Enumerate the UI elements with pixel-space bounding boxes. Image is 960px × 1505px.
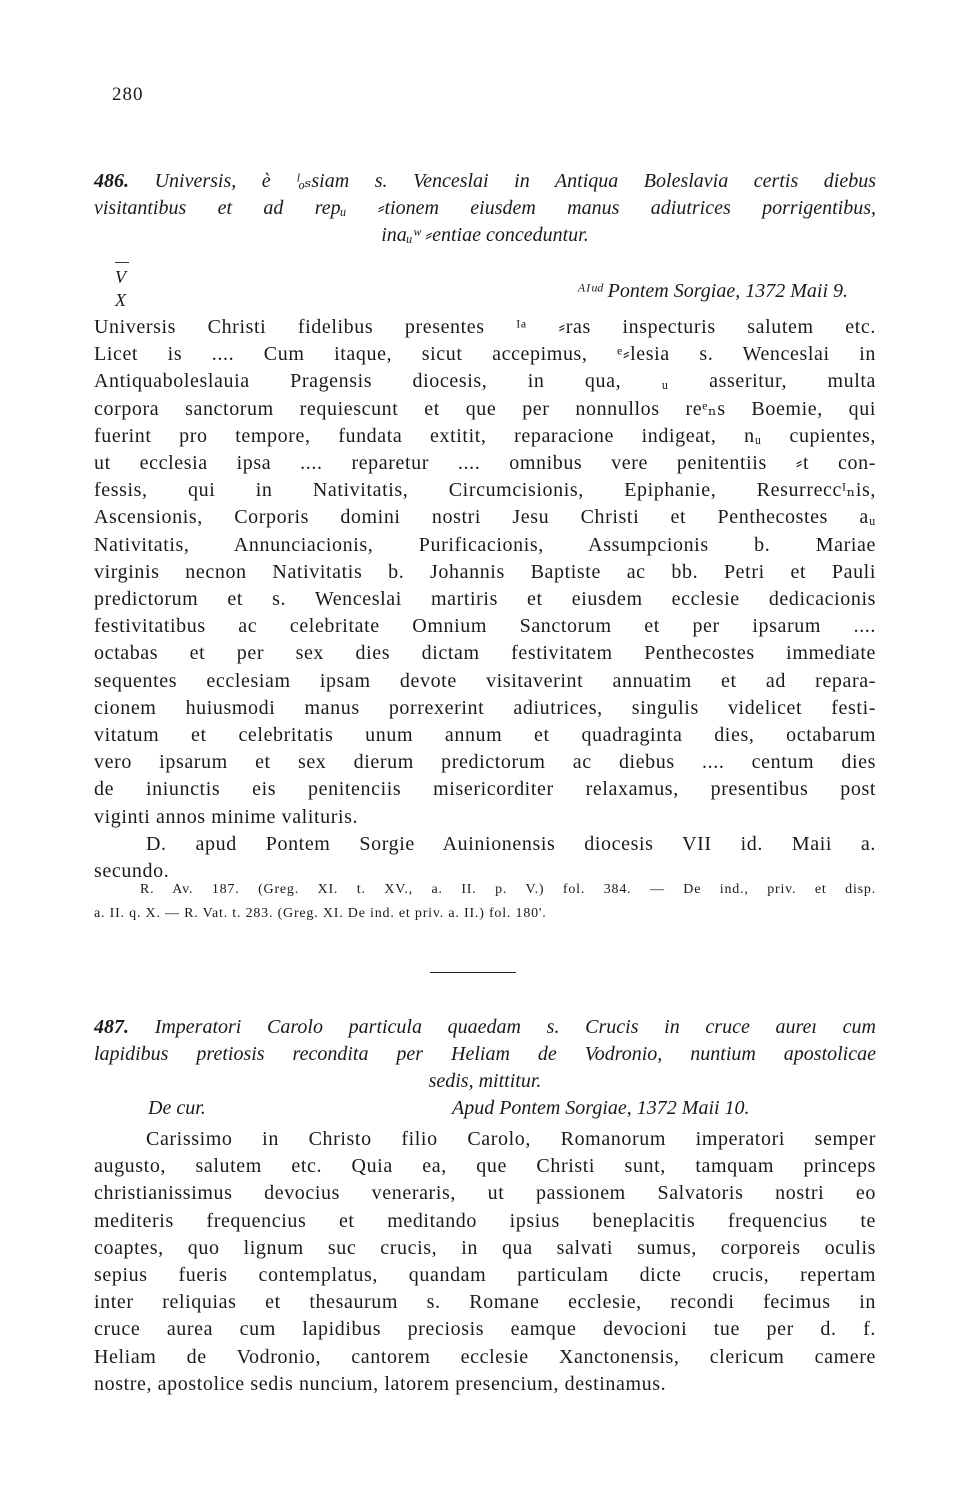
reference-line: R. Av. 187. (Greg. XI. t. XV., a. II. p. V.) fol. 384. — De ind., priv. et disp. — [140, 882, 876, 897]
body-line: Heliam de Vodronio, cantorem ecclesie Xanctonensis, clericum camere — [94, 1345, 876, 1368]
body-line: nostre, apostolice sedis nuncium, latorem presencium, destinamus. — [94, 1372, 667, 1395]
body-line: augusto, salutem etc. Quia ea, que Christi sunt, tamquam princeps — [94, 1155, 876, 1178]
body-line: inter reliquias et thesaurum s. Romane ecclesie, recondi fecimus in — [94, 1291, 876, 1314]
body-line: vero ipsarum et sex dierum predictorum ac diebus .... centum dies — [94, 751, 876, 774]
body-line: fessis, qui in Nativitatis, Circumcisionis, Epiphanie, Resurreccᴵₙis, — [94, 479, 876, 502]
doc487-heading-line-1: Imperatori Carolo particula quaedam s. Crucis in cruce aureı cum — [154, 1016, 876, 1038]
closing-line: D. apud Pontem Sorgie Auinionensis diocesis VII id. Maii a. — [146, 832, 876, 855]
body-line: viginti annos minime valituris. — [94, 805, 359, 828]
body-line: sepius fueris contemplatus, quandam particulam dicte crucis, repertam — [94, 1264, 876, 1287]
doc486-body — [94, 314, 876, 885]
body-line: Carissimo in Christo filio Carolo, Romanorum imperatori semper — [146, 1128, 876, 1150]
doc486-references — [94, 878, 876, 926]
doc487-dateline-left: De cur. — [148, 1097, 206, 1119]
margin-x: X — [115, 290, 126, 310]
body-line: Antiquaboleslauia Pragensis diocesis, in qua, ᵤ asseritur, multa — [94, 370, 876, 393]
doc487-heading-line-2: lapidibus pretiosis recondita per Heliam de Vodronio, nuntium apostolicae — [94, 1043, 876, 1065]
doc486-number: 486. — [94, 170, 129, 192]
body-line: virginis necnon Nativitatis b. Johannis Baptiste ac bb. Petri et Pauli — [94, 560, 876, 583]
doc487-heading-line — [94, 1014, 876, 1041]
section-divider — [430, 972, 516, 973]
body-line: Licet is .... Cum itaque, sicut accepimus, ᵉ⸗lesia s. Wenceslai in — [94, 343, 876, 366]
doc487-heading — [94, 1014, 876, 1095]
body-line: corpora sanctorum requiescunt et que per nonnullos reᵉₙs Boemie, qui — [94, 397, 876, 420]
doc487-dateline-right: Apud Pontem Sorgiae, 1372 Maii 10. — [452, 1097, 750, 1119]
doc486-heading — [94, 168, 876, 249]
body-line: Universis Christi fidelibus presentes ᴵᵃ ⸗ras inspecturis salutem etc. — [94, 316, 876, 338]
body-line: Ascensionis, Corporis domini nostri Jesu Christi et Penthecostes aᵤ — [94, 506, 876, 529]
body-line: Nativitatis, Annunciacionis, Purificacionis, Assumpcionis b. Mariae — [94, 533, 876, 556]
margin-rule — [115, 262, 129, 263]
doc487-body — [94, 1126, 876, 1398]
body-line: cruce aurea cum lapidibus preciosis eamque devocioni tue per d. f. — [94, 1318, 876, 1341]
body-line: mediteris frequencius et meditando ipsius beneplacitis frequencius te — [94, 1209, 876, 1232]
reference-line: a. II. q. X. — R. Vat. t. 283. (Greg. XI. De ind. et priv. a. II.) fol. 180'. — [94, 906, 547, 921]
body-line: ut ecclesia ipsa .... reparetur .... omnibus vere penitentiis ⸗t con- — [94, 452, 876, 475]
page-number: 280 — [112, 84, 144, 105]
doc486-heading-line-2: visitantibus et ad repᵤ ⸗tionem eiusdem manus adiutrices porrigentibus, — [94, 197, 876, 219]
margin-v: V — [115, 267, 126, 287]
doc487-heading-line-3: sedis, mittitur. — [428, 1070, 542, 1092]
body-line: coaptes, quo lignum suc crucis, in qua salvati sumus, corporeis oculis — [94, 1236, 876, 1259]
body-line: cionem huiusmodi manus porrexerint adiutrices, singulis videlicet festi- — [94, 696, 876, 719]
body-line: vitatum et celebritatis unum annum et quadraginta dies, octabarum — [94, 724, 876, 747]
doc486-heading-line — [94, 168, 876, 195]
closing-line: secundo. — [94, 860, 170, 883]
body-line: octabas et per sex dies dictam festivitatem Penthecostes immediate — [94, 642, 876, 665]
body-line: festivitatibus ac celebritate Omnium Sanctorum et per ipsarum .... — [94, 615, 876, 638]
doc486-heading-line-1: Universis, è ˡₒₛsiam s. Venceslai in Antiqua Boleslavia certis diebus — [154, 170, 877, 192]
doc487-number: 487. — [94, 1016, 129, 1038]
body-line: de iniunctis eis penitenciis misericorditer relaxamus, presentibus post — [94, 778, 876, 801]
doc486-dateline: ᴬᴵᵘᵈ Pontem Sorgiae, 1372 Maii 9. — [577, 280, 848, 302]
body-line: fuerint pro tempore, fundata extitit, reparacione indigeat, nᵤ cupientes, — [94, 424, 876, 447]
body-line: sequentes ecclesiam ipsam devote visitaverint annuatim et ad repara- — [94, 669, 876, 692]
body-line: predictorum et s. Wenceslai martiris et eiusdem ecclesie dedicacionis — [94, 588, 876, 611]
doc486-heading-line-3: inaᵤʷ ⸗entiae conceduntur. — [381, 224, 589, 246]
body-line: christianissimus devocius veneraris, ut passionem Salvatoris nostri eo — [94, 1182, 876, 1205]
